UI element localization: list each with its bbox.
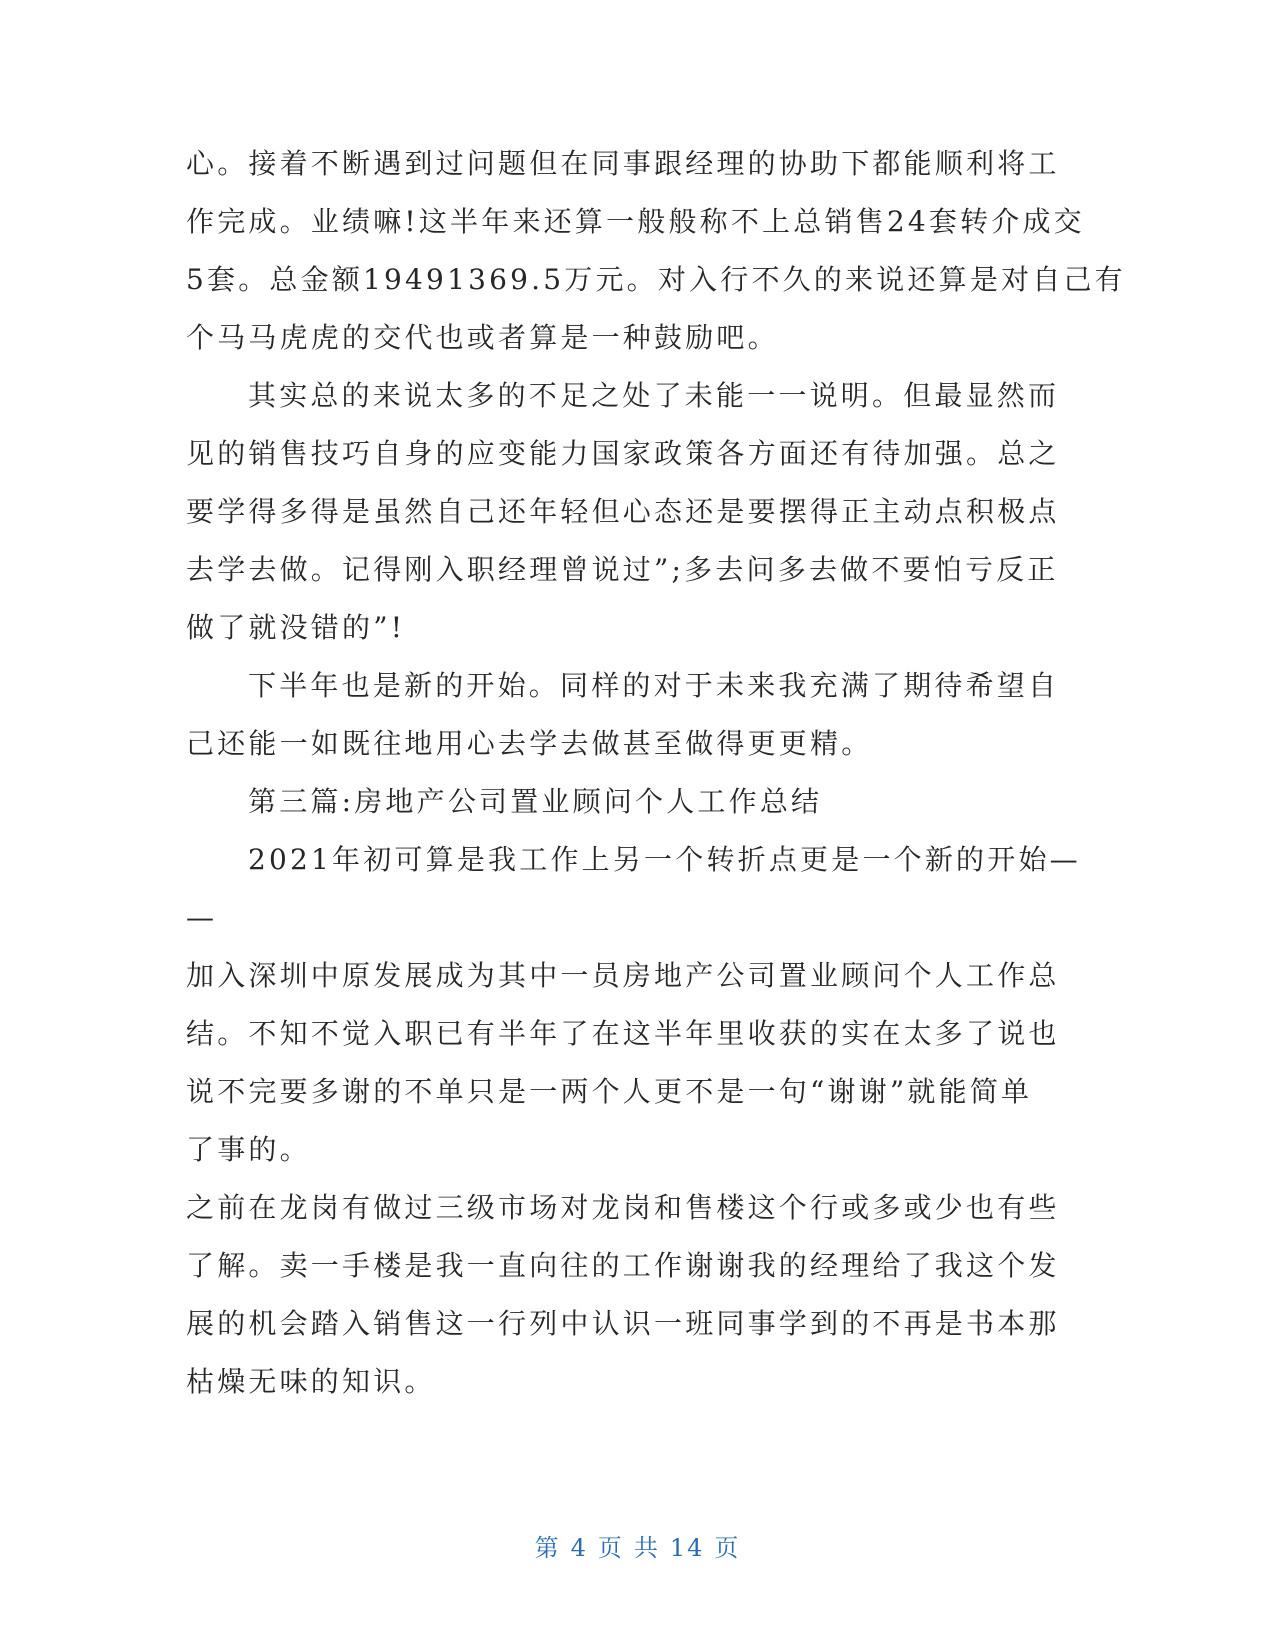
text-line: 之前在龙岗有做过三级市场对龙岗和售楼这个行或多或少也有些 [186,1191,1060,1224]
text-line: 要学得多得是虽然自己还年轻但心态还是要摆得正主动点积极点 [186,495,1060,528]
text-line: 枯燥无味的知识。 [186,1365,436,1398]
text-line: 2021年初可算是我工作上另一个转折点更是一个新的开始— [248,843,1081,876]
heading-line: 第三篇:房地产公司置业顾问个人工作总结 [248,785,823,818]
paragraph-2 [186,367,1066,657]
total-pages-number: 14 [669,1534,705,1562]
footer-prefix: 第 [534,1534,561,1562]
text-line: 了解。卖一手楼是我一直向往的工作谢谢我的经理给了我这个发 [186,1249,1060,1282]
text-line: 去学去做。记得刚入职经理曾说过”;多去问多去做不要怕亏反正 [186,553,1059,586]
footer-total-prefix: 共 [633,1534,660,1562]
text-line: 其实总的来说太多的不足之处了未能一一说明。但最显然而 [248,379,1060,412]
text-line: 说不完要多谢的不单只是一两个人更不是一句“谢谢”就能简单 [186,1075,1033,1108]
section-heading [186,773,1066,831]
text-line: 5套。总金额19491369.5万元。对入行不久的来说还算是对自己有 [186,263,1126,296]
text-line: — [186,901,218,934]
text-line: 己还能一如既往地用心去学去做甚至做得更更精。 [186,727,873,760]
text-line: 心。接着不断遇到过问题但在同事跟经理的协助下都能顺利将工 [186,147,1060,180]
text-line: 展的机会踏入销售这一行列中认识一班同事学到的不再是书本那 [186,1307,1060,1340]
footer-page-word: 页 [597,1534,624,1562]
text-line: 了事的。 [186,1133,311,1166]
paragraph-1 [186,135,1126,367]
paragraph-4 [186,831,1081,947]
paragraph-5 [186,947,1066,1179]
page-footer [0,1528,1275,1563]
text-line: 加入深圳中原发展成为其中一员房地产公司置业顾问个人工作总 [186,959,1060,992]
text-line: 作完成。业绩嘛!这半年来还算一般般称不上总销售24套转介成交 [186,205,1085,238]
current-page-number: 4 [570,1534,588,1562]
text-line: 做了就没错的”! [186,611,406,644]
footer-suffix: 页 [714,1534,741,1562]
text-line: 下半年也是新的开始。同样的对于未来我充满了期待希望自 [248,669,1060,702]
text-line: 个马马虎虎的交代也或者算是一种鼓励吧。 [186,321,779,354]
text-line: 结。不知不觉入职已有半年了在这半年里收获的实在太多了说也 [186,1017,1060,1050]
paragraph-3 [186,657,1066,773]
paragraph-6 [186,1179,1066,1411]
text-line: 见的销售技巧自身的应变能力国家政策各方面还有待加强。总之 [186,437,1060,470]
